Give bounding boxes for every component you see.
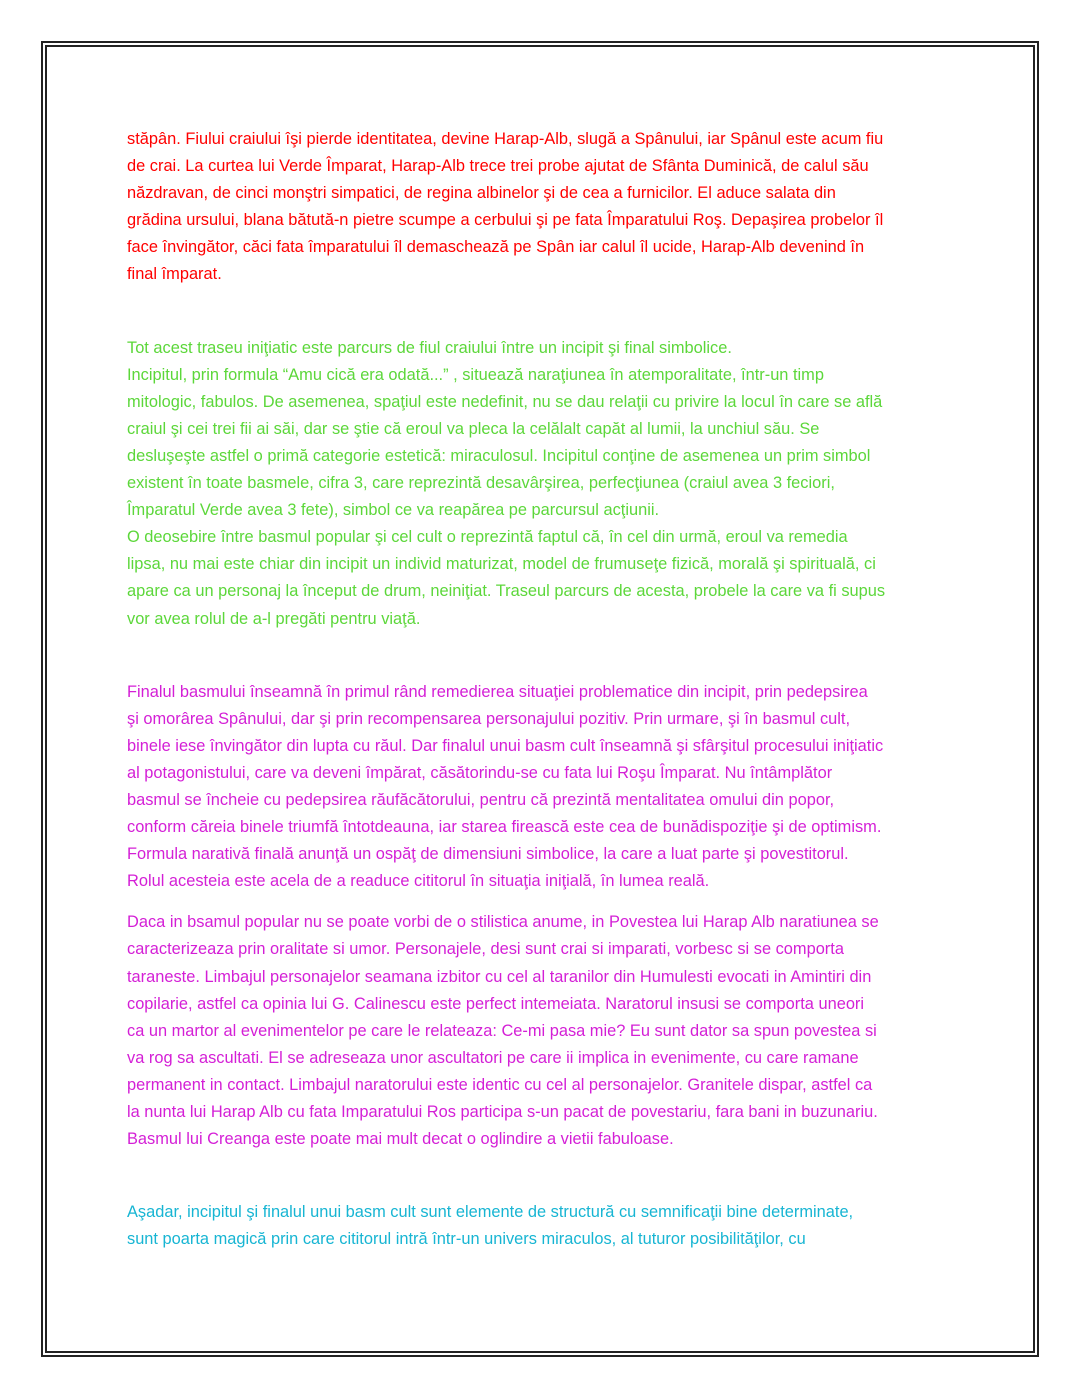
text-line: basmul se încheie cu pedepsirea răufăcătorului, pentru că prezintă mentalitatea omului din popor,	[127, 790, 835, 809]
spacer	[127, 1153, 967, 1199]
paragraph-incipit	[127, 335, 967, 633]
text-line: stăpân. Fiului craiului îşi pierde identitatea, devine Harap-Alb, slugă a Spânului, iar Spânul este acum fiu	[127, 130, 884, 148]
text-line: Rolul acesteia este acela de a readuce cititorul în situaţia iniţială, în lumea reală.	[127, 872, 710, 891]
spacer	[127, 633, 967, 679]
text-line: craiul şi cei trei fii ai săi, dar se ştie că eroul va pleca la celălalt capăt al lumii, la unchiul său. Se	[127, 419, 820, 438]
text-line: desluşeşte astfel o primă categorie estetică: miraculosul. Incipitul conţine de asemenea un prim simbol	[127, 446, 871, 465]
text-line: şi omorârea Spânului, dar şi prin recompensarea personajului pozitiv. Prin urmare, şi în basmul cult,	[127, 709, 851, 728]
text-line: Daca in bsamul popular nu se poate vorbi de o stilistica anume, in Povestea lui Harap Alb naratiunea se	[127, 913, 879, 932]
text-line: la nunta lui Harap Alb cu fata Imparatului Ros participa s-un pacat de povestariu, fara bani in buzunariu.	[127, 1103, 878, 1121]
text-line: ca un martor al evenimentelor pe care le relateaza: Ce-mi pasa mie? Eu sunt dator sa spun povestea si	[127, 1021, 877, 1040]
text-line: existent în toate basmele, cifra 3, care reprezintă desavârşirea, perfecţiunea (craiul avea 3 feciori,	[127, 474, 835, 493]
text-line: mitologic, fabulos. De asemenea, spaţiul este nedefinit, nu se dau relaţii cu privire la locul în care se află	[127, 392, 883, 411]
text-line: copilarie, astfel ca opinia lui G. Calinescu este perfect intemeiata. Naratorul insusi se comporta uneori	[127, 994, 865, 1013]
text-line: grădina ursului, blana bătută-n pietre scumpe a cerbului şi pe fata Împaratului Roş. Depaşirea probelor îl	[127, 211, 884, 230]
text-line: face învingător, căci fata împaratului îl demaschează pe Spân iar calul îl ucide, Harap-Alb devenind în	[127, 238, 865, 257]
text-line: final împarat.	[127, 265, 222, 284]
text-line: caracterizeaza prin oralitate si umor. Personajele, desi sunt crai si imparati, vorbesc si se comporta	[127, 940, 844, 959]
spacer	[127, 289, 967, 335]
text-line: Basmul lui Creanga este poate mai mult decat o oglindire a vietii fabuloase.	[127, 1130, 674, 1149]
text-line: taraneste. Limbajul personajelor seamana izbitor cu cel al taranilor din Humulesti evocati in Amintiri din	[127, 967, 872, 986]
text-line: va rog sa ascultati. El se adreseaza unor ascultatori pe care ii implica in evenimente, cu care ramane	[127, 1048, 859, 1067]
paragraph-conclusion	[127, 1199, 967, 1253]
text-line: Aşadar, incipitul şi finalul unui basm cult sunt elemente de structură cu semnificaţii bine determinate,	[127, 1203, 854, 1222]
text-line: de crai. La curtea lui Verde Împarat, Harap-Alb trece trei probe ajutat de Sfânta Duminică, de calul său	[127, 157, 869, 176]
text-line: Tot acest traseu iniţiatic este parcurs de fiul craiului între un incipit şi final simbolice.	[127, 338, 732, 357]
text-line: binele iese învingător din lupta cu răul. Dar finalul unui basm cult înseamnă şi sfârşitul procesului iniţiatic	[127, 736, 884, 755]
text-line: Incipitul, prin formula “Amu cică era odată...” , situează naraţiunea în atemporalitate, într-un timp	[127, 365, 824, 384]
paragraph-final	[127, 679, 967, 896]
text-line: năzdravan, de cinci monştri simpatici, de regina albinelor şi de cea a furnicilor. El aduce salata din	[127, 184, 836, 203]
text-line: sunt poarta magică prin care cititorul intră într-un univers miraculos, al tuturor posibilităţilor, cu	[127, 1230, 806, 1249]
spacer	[127, 895, 967, 909]
text-line: permanent in contact. Limbajul naratorului este identic cu cel al personajelor. Granitele dispar, astfel ca	[127, 1075, 873, 1094]
text-line: lipsa, nu mai este chiar din incipit un individ maturizat, model de frumuseţe fizică, morală şi spirituală, ci	[127, 555, 876, 574]
text-line: Formula narativă finală anunţă un ospăţ de dimensiuni simbolice, la care a luat parte şi povestitorul.	[127, 845, 849, 864]
document-body	[127, 126, 967, 1253]
paragraph-style	[127, 909, 967, 1153]
text-line: apare ca un personaj la început de drum, neiniţiat. Traseul parcurs de acesta, probele la care va fi supus	[127, 582, 886, 601]
text-line: al potagonistului, care va deveni împărat, căsătorindu-se cu fata lui Roşu Împarat. Nu întâmplător	[127, 763, 833, 782]
text-line: Împaratul Verde avea 3 fete), simbol ce va reapărea pe parcursul acţiunii.	[127, 501, 660, 520]
text-line: conform căreia binele triumfă întotdeauna, iar starea firească este cea de bunădispoziţie şi de optimism.	[127, 818, 882, 837]
text-line: vor avea rolul de a-l pregăti pentru viaţă.	[127, 609, 421, 628]
paragraph-harap-alb-trials	[127, 126, 967, 289]
text-line: Finalul basmului înseamnă în primul rând remedierea situaţiei problematice din incipit, prin pedepsirea	[127, 682, 868, 701]
text-line: O deosebire între basmul popular şi cel cult o reprezintă faptul că, în cel din urmă, eroul va remedia	[127, 528, 848, 547]
